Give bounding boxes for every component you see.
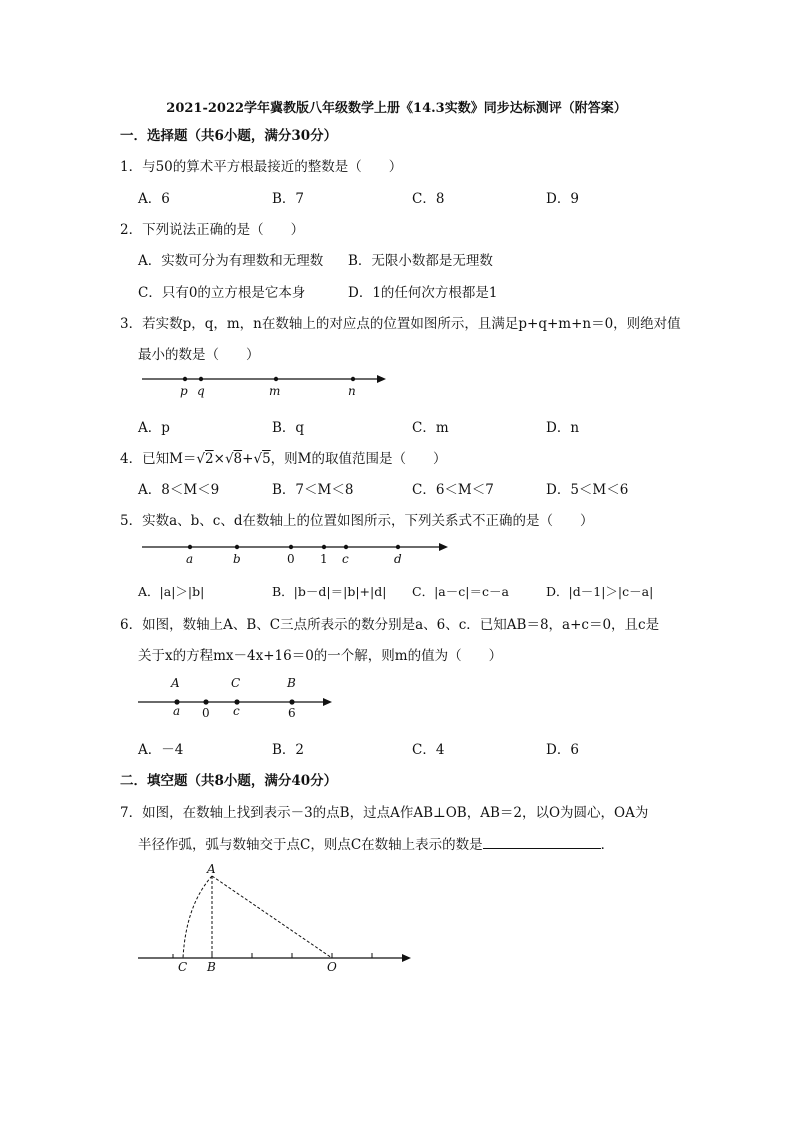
- q4-option-a: A．8＜M＜9: [138, 482, 220, 498]
- question-3-stem-line2: 最小的数是（ ）: [138, 347, 260, 363]
- q2-option-c: C．只有0的立方根是它本身: [138, 285, 306, 301]
- q7-label-O: O: [327, 960, 337, 974]
- q6-option-a: A．－4: [138, 742, 184, 758]
- q4-radicand-1: 2: [205, 451, 214, 467]
- q6-label-c: c: [233, 704, 240, 718]
- q5-label-0: 0: [287, 552, 295, 566]
- sqrt-sign-icon: √: [224, 451, 234, 467]
- q3-label-p: p: [180, 384, 188, 398]
- q3-option-c: C．m: [412, 420, 449, 436]
- q7-label-A: A: [207, 862, 216, 876]
- q3-number-line: [142, 375, 386, 383]
- question-7-stem-line2: [138, 833, 614, 853]
- question-6-stem-line1: 6．如图，数轴上A、B、C三点所表示的数分别是a、6、c．已知AB＝8，a+c＝0，且c是: [120, 617, 660, 633]
- q5-number-line: [142, 543, 448, 551]
- q3-label-m: m: [269, 384, 281, 398]
- q6-option-d: D．6: [546, 742, 579, 758]
- q7-stem-end: ．: [600, 837, 615, 853]
- q5-label-a: a: [186, 552, 194, 566]
- q6-option-c: C．4: [412, 742, 445, 758]
- q5-option-a: A．|a|＞|b|: [138, 584, 205, 599]
- q3-option-a: A．p: [138, 420, 170, 436]
- q5-option-d: D．|d－1|＞|c－a|: [546, 584, 654, 599]
- q7-figure: [138, 876, 411, 962]
- q4-option-c: C．6＜M＜7: [412, 482, 494, 498]
- section-heading-fill-in: 二．填空题（共8小题，满分40分）: [120, 773, 338, 789]
- q4-radicand-3: 5: [262, 451, 271, 467]
- q7-label-C: C: [178, 960, 188, 974]
- q6-label-6: 6: [288, 706, 296, 720]
- section-heading-choice: 一．选择题（共6小题，满分30分）: [120, 128, 338, 144]
- q5-label-d: d: [394, 552, 402, 566]
- q5-option-c: C．|a－c|＝c－a: [412, 584, 509, 599]
- q1-option-a: A．6: [138, 191, 170, 207]
- q7-label-B: B: [207, 960, 216, 974]
- q3-label-q: q: [197, 384, 205, 398]
- question-3-stem-line1: 3．若实数p，q，m，n在数轴上的对应点的位置如图所示，且满足p+q+m+n＝0，则绝对值: [120, 316, 681, 332]
- q6-label-C: C: [231, 676, 241, 690]
- q4-option-d: D．5＜M＜6: [546, 482, 629, 498]
- q4-plus: +: [242, 451, 254, 467]
- q6-option-b: B．2: [272, 742, 305, 758]
- q6-label-a: a: [173, 704, 181, 718]
- q3-option-b: B．q: [272, 420, 305, 436]
- q2-option-d: D．1的任何次方根都是1: [348, 285, 498, 301]
- question-4-stem: [120, 447, 446, 467]
- q4-option-b: B．7＜M＜8: [272, 482, 354, 498]
- sqrt-sign-icon: √: [196, 451, 206, 467]
- question-7-stem-line1: 7．如图，在数轴上找到表示－3的点B，过点A作AB⊥OB，AB＝2，以O为圆心，OA为: [120, 805, 649, 821]
- q3-option-d: D．n: [546, 420, 580, 436]
- q6-label-0: 0: [202, 706, 210, 720]
- q5-label-1: 1: [320, 552, 328, 566]
- q1-option-c: C．8: [412, 191, 445, 207]
- question-6-stem-line2: 关于x的方程mx－4x+16＝0的一个解，则m的值为（ ）: [138, 648, 503, 664]
- q6-label-A: A: [171, 676, 180, 690]
- document-title: 2021-2022学年冀教版八年级数学上册《14.3实数》同步达标测评（附答案）: [166, 101, 627, 116]
- q5-option-b: B．|b－d|＝|b|+|d|: [272, 584, 387, 599]
- q5-label-c: c: [342, 552, 349, 566]
- q4-stem-suffix: ，则M的取值范围是（ ）: [270, 451, 447, 467]
- q1-option-d: D．9: [546, 191, 579, 207]
- q3-label-n: n: [348, 384, 356, 398]
- sqrt-sign-icon: √: [253, 451, 263, 467]
- question-2-stem: 2．下列说法正确的是（ ）: [120, 222, 305, 238]
- answer-blank[interactable]: [483, 836, 601, 849]
- q4-times: ×: [213, 451, 225, 467]
- q6-label-B: B: [287, 676, 296, 690]
- question-1-stem: 1．与50的算术平方根最接近的整数是（ ）: [120, 159, 403, 175]
- q4-stem-prefix: 4．已知M＝: [120, 451, 197, 467]
- q1-option-b: B．7: [272, 191, 305, 207]
- q7-stem-line2-text: 半径作弧，弧与数轴交于点C，则点C在数轴上表示的数是: [138, 837, 483, 853]
- q4-radicand-2: 8: [233, 451, 243, 467]
- question-5-stem: 5．实数a、b、c、d在数轴上的位置如图所示，下列关系式不正确的是（ ）: [120, 513, 594, 529]
- q2-option-b: B．无限小数都是无理数: [348, 253, 493, 269]
- q2-option-a: A．实数可分为有理数和无理数: [138, 253, 324, 269]
- q5-label-b: b: [233, 552, 241, 566]
